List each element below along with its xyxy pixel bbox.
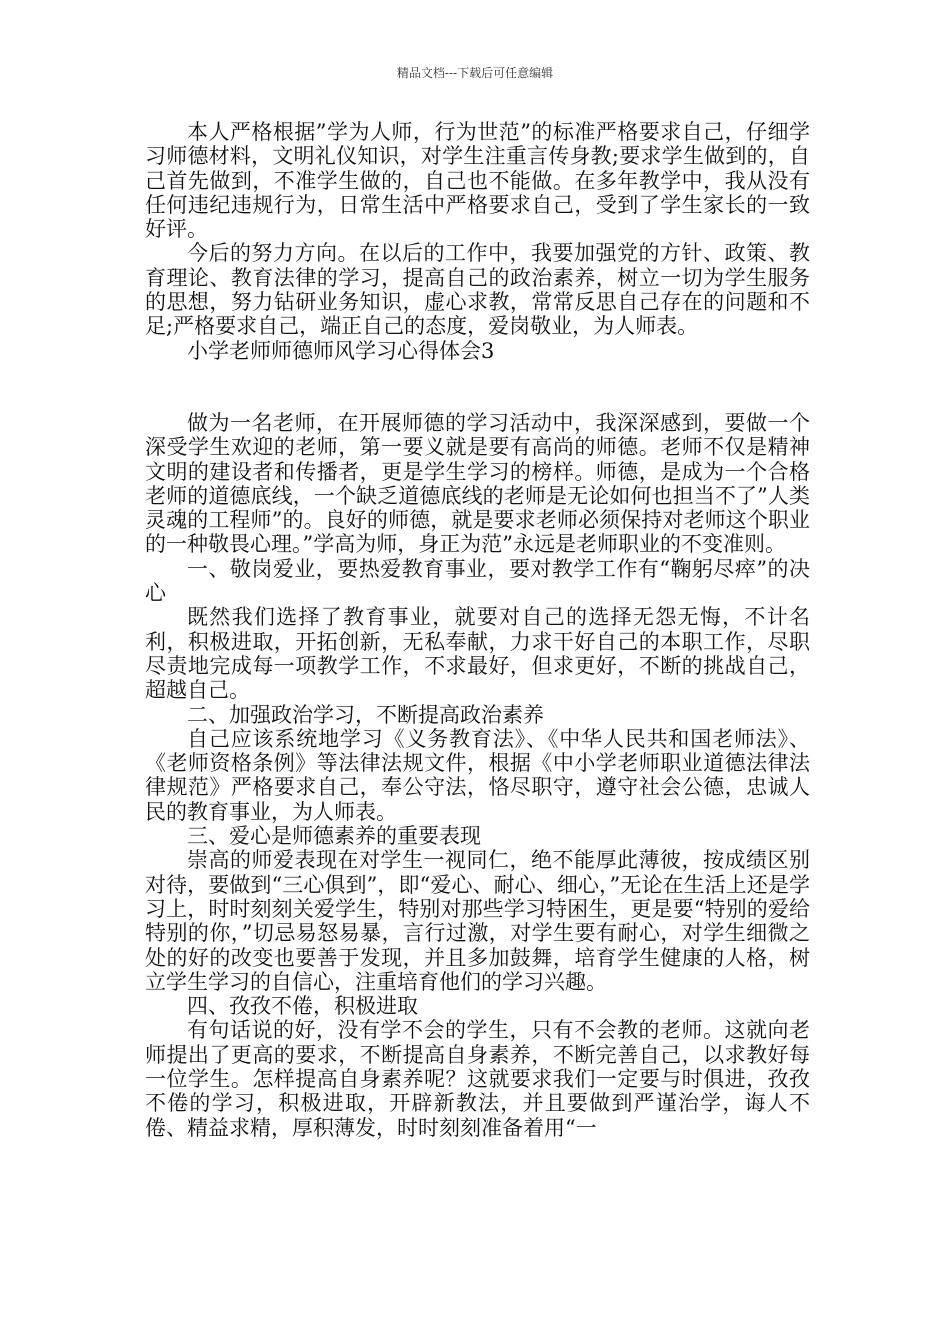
- section-heading: 二、加强政治学习，不断提高政治素养: [187, 702, 544, 727]
- blank-line: [145, 363, 810, 411]
- document-body: [145, 120, 810, 1140]
- paragraph: 今后的努力方向。在以后的工作中，我要加强党的方针、政策、教育理论、教育法律的学习，提高自己的政治素养，树立一切为学生服务的思想，努力钻研业务知识，虚心求教，常常反思自己存在的问题和不足;严格要求自己，端正自己的态度，爱岗敬业，为人师表。: [145, 241, 810, 339]
- paragraph: 有句话说的好，没有学不会的学生，只有不会教的老师。这就向老师提出了更高的要求，不断提高自身素养，不断完善自己，以求教好每一位学生。怎样提高自身素养呢？这就要求我们一定要与时俱进，孜孜不倦的学习，积极进取，开辟新教法，并且要做到严谨治学，诲人不倦、精益求精，厚积薄发，时时刻刻准备着用“一: [145, 1018, 810, 1140]
- paragraph: 本人严格根据”学为人师，行为世范”的标准严格要求自己，仔细学习师德材料，文明礼仪知识，对学生注重言传身教;要求学生做到的，自己首先做到，不准学生做的，自己也不能做。在多年教学中，我从没有任何违纪违规行为，日常生活中严格要求自己，受到了学生家长的一致好评。: [145, 120, 810, 242]
- section-title: 小学老师师德师风学习心得体会3: [187, 338, 495, 363]
- section-heading: 三、爱心是师德素养的重要表现: [187, 824, 481, 849]
- paragraph: 崇高的师爱表现在对学生一视同仁，绝不能厚此薄彼，按成绩区别对待，要做到“三心俱到”，即“爱心、耐心、细心，”无论在生活上还是学习上，时时刻刻关爱学生，特别对那些学习特困生，更是要“特别的爱给特别的你，”切忌易怒易暴，言行过激，对学生要有耐心，对学生细微之处的好的改变也要善于发现，并且多加鼓舞，培育学生健康的人格，树立学生学习的自信心，注重培育他们的学习兴趣。: [145, 848, 810, 994]
- section-heading: 四、孜孜不倦，积极进取: [187, 994, 418, 1019]
- page-header: 精品文档---下载后可任意编辑: [396, 66, 554, 80]
- paragraph: 既然我们选择了教育事业，就要对自己的选择无怨无悔，不计名利，积极进取，开拓创新，无私奉献，力求干好自己的本职工作，尽职尽责地完成每一项教学工作，不求最好，但求更好，不断的挑战自己，超越自己。: [145, 605, 810, 703]
- paragraph: 做为一名老师，在开展师德的学习活动中，我深深感到，要做一个深受学生欢迎的老师，第一要义就是要有高尚的师德。老师不仅是精神文明的建设者和传播者，更是学生学习的榜样。师德，是成为一个合格老师的道德底线，一个缺乏道德底线的老师是无论如何也担当不了”人类灵魂的工程师”的。良好的师德，就是要求老师必须保持对老师这个职业的一种敬畏心理。”学高为师，身正为范”永远是老师职业的不变准则。: [145, 410, 810, 557]
- section-heading: 一、敬岗爱业，要热爱教育事业，要对教学工作有“鞠躬尽瘁”的决心: [145, 556, 810, 606]
- paragraph: 自己应该系统地学习《义务教育法》、《中华人民共和国老师法》、《老师资格条例》等法律法规文件，根据《中小学老师职业道德法律法律规范》严格要求自己，奉公守法，恪尽职守，遵守社会公德，忠诚人民的教育事业，为人师表。: [145, 726, 810, 824]
